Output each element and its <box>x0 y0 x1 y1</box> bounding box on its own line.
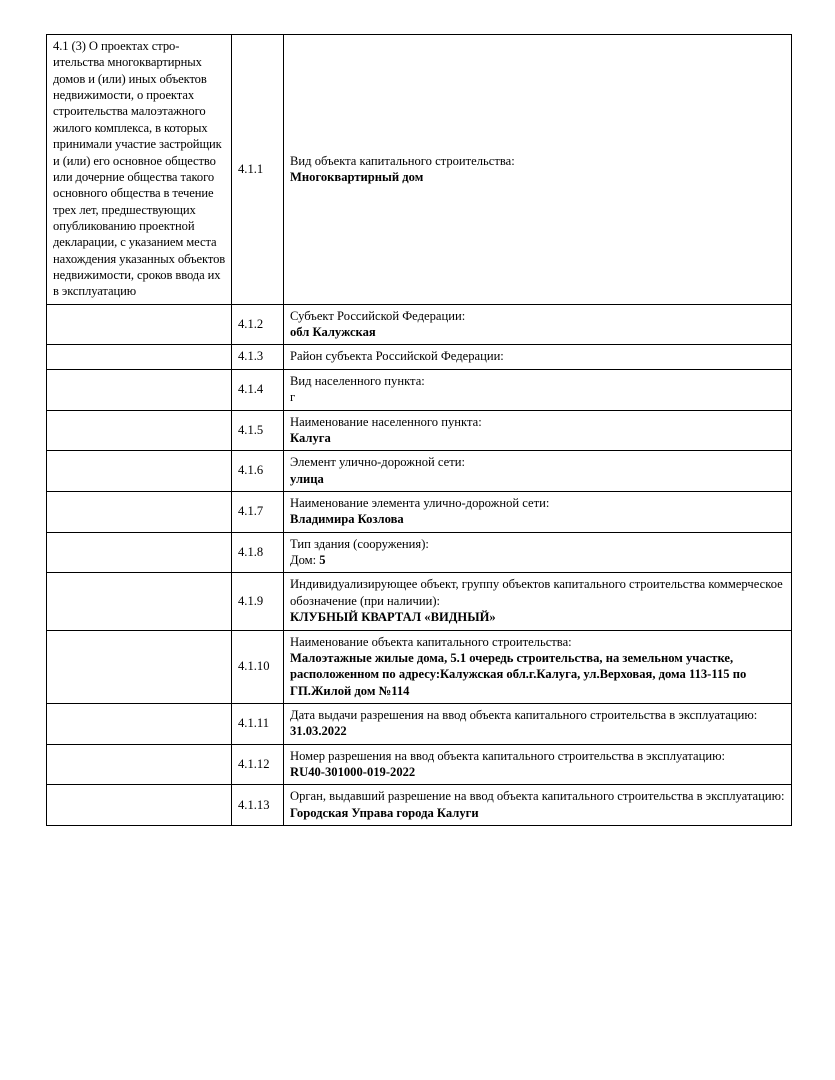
row-value: Дом: 5 <box>290 553 326 568</box>
empty-description-cell <box>47 369 232 410</box>
row-label: Тип здания (сооружения): <box>290 536 429 551</box>
row-value: г <box>290 390 296 405</box>
table-row <box>47 785 792 826</box>
table-row <box>47 345 792 369</box>
row-value-cell <box>284 630 792 703</box>
row-code-cell: 4.1.3 <box>232 345 284 369</box>
empty-description-cell <box>47 491 232 532</box>
empty-description-cell <box>47 304 232 345</box>
table-row <box>47 369 792 410</box>
table-row <box>47 35 792 305</box>
row-code-cell: 4.1.12 <box>232 744 284 785</box>
row-code-cell: 4.1.2 <box>232 304 284 345</box>
table-body <box>47 35 792 826</box>
row-label: Индивидуализирующее объект, группу объектов капитального строительства коммерческое обозначение (при наличии): <box>290 577 783 608</box>
row-code-cell: 4.1.7 <box>232 491 284 532</box>
table-row <box>47 532 792 573</box>
empty-description-cell <box>47 573 232 630</box>
empty-description-cell <box>47 703 232 744</box>
row-value: RU40-301000-019-2022 <box>290 765 416 780</box>
row-value-cell <box>284 451 792 492</box>
empty-description-cell <box>47 451 232 492</box>
row-code-cell: 4.1.13 <box>232 785 284 826</box>
empty-description-cell <box>47 532 232 573</box>
section-description-cell: 4.1 (3) О проектах строительства многоквартирных домов и (или) иных объектов недвижимости, о проектах строительства малоэтажного жилого комплекса, в которых принимали участие застройщик и (или) его основное общество или дочерние общества такого основного общества в течение трех лет, предшествующих опубликованию проектной декларации, с указанием места нахождения указанных объектов недвижимости, сроков ввода их в эксплуатацию <box>47 35 232 305</box>
row-value: 31.03.2022 <box>290 724 347 739</box>
row-value-cell <box>284 573 792 630</box>
row-code-cell: 4.1.8 <box>232 532 284 573</box>
row-code-cell: 4.1.1 <box>232 35 284 305</box>
row-value-cell <box>284 345 792 369</box>
row-value: Многоквартирный дом <box>290 169 424 184</box>
row-value-cell <box>284 491 792 532</box>
row-value: Калуга <box>290 430 331 445</box>
row-code-cell: 4.1.10 <box>232 630 284 703</box>
row-label: Вид объекта капитального строительства: <box>290 153 515 168</box>
row-code-cell: 4.1.6 <box>232 451 284 492</box>
row-value: КЛУБНЫЙ КВАРТАЛ «ВИДНЫЙ» <box>290 610 496 625</box>
row-label: Субъект Российской Федерации: <box>290 308 466 323</box>
row-value-cell <box>284 410 792 451</box>
table-row <box>47 573 792 630</box>
row-value-cell <box>284 532 792 573</box>
empty-description-cell <box>47 345 232 369</box>
row-label: Орган, выдавший разрешение на ввод объекта капитального строительства в эксплуатацию: <box>290 789 785 804</box>
row-code-cell: 4.1.11 <box>232 703 284 744</box>
table-row <box>47 744 792 785</box>
row-value-cell <box>284 369 792 410</box>
row-value-highlight: 5 <box>319 553 326 568</box>
row-code-cell: 4.1.9 <box>232 573 284 630</box>
empty-description-cell <box>47 630 232 703</box>
row-value: обл Калужская <box>290 325 376 340</box>
row-value-cell <box>284 703 792 744</box>
row-label: Вид населенного пункта: <box>290 373 425 388</box>
row-code-cell: 4.1.5 <box>232 410 284 451</box>
row-value-cell <box>284 35 792 305</box>
declaration-table <box>46 34 792 826</box>
row-label: Дата выдачи разрешения на ввод объекта капитального строительства в эксплуатацию: <box>290 707 758 722</box>
empty-description-cell <box>47 744 232 785</box>
table-row <box>47 410 792 451</box>
table-row <box>47 491 792 532</box>
row-value: улица <box>290 471 324 486</box>
row-label: Район субъекта Российской Федерации: <box>290 349 504 364</box>
row-label: Наименование объекта капитального строительства: <box>290 634 572 649</box>
row-value: Владимира Козлова <box>290 512 404 527</box>
row-value: Городская Управа города Калуги <box>290 805 479 820</box>
table-row <box>47 304 792 345</box>
row-value-cell <box>284 744 792 785</box>
row-value-cell <box>284 304 792 345</box>
empty-description-cell <box>47 785 232 826</box>
table-row <box>47 630 792 703</box>
empty-description-cell <box>47 410 232 451</box>
row-code-cell: 4.1.4 <box>232 369 284 410</box>
row-value-cell <box>284 785 792 826</box>
row-value: Малоэтажные жилые дома, 5.1 очередь строительства, на земельном участке, расположенном по адресу:Калужская обл.г.Калуга, ул.Верховая, дома 113-115 по ГП.Жилой дом №114 <box>290 650 747 698</box>
row-label: Элемент улично-дорожной сети: <box>290 455 465 470</box>
row-label: Наименование населенного пункта: <box>290 414 482 429</box>
table-row <box>47 703 792 744</box>
table-row <box>47 451 792 492</box>
row-label: Наименование элемента улично-дорожной сети: <box>290 495 550 510</box>
row-label: Номер разрешения на ввод объекта капитального строительства в эксплуатацию: <box>290 748 726 763</box>
